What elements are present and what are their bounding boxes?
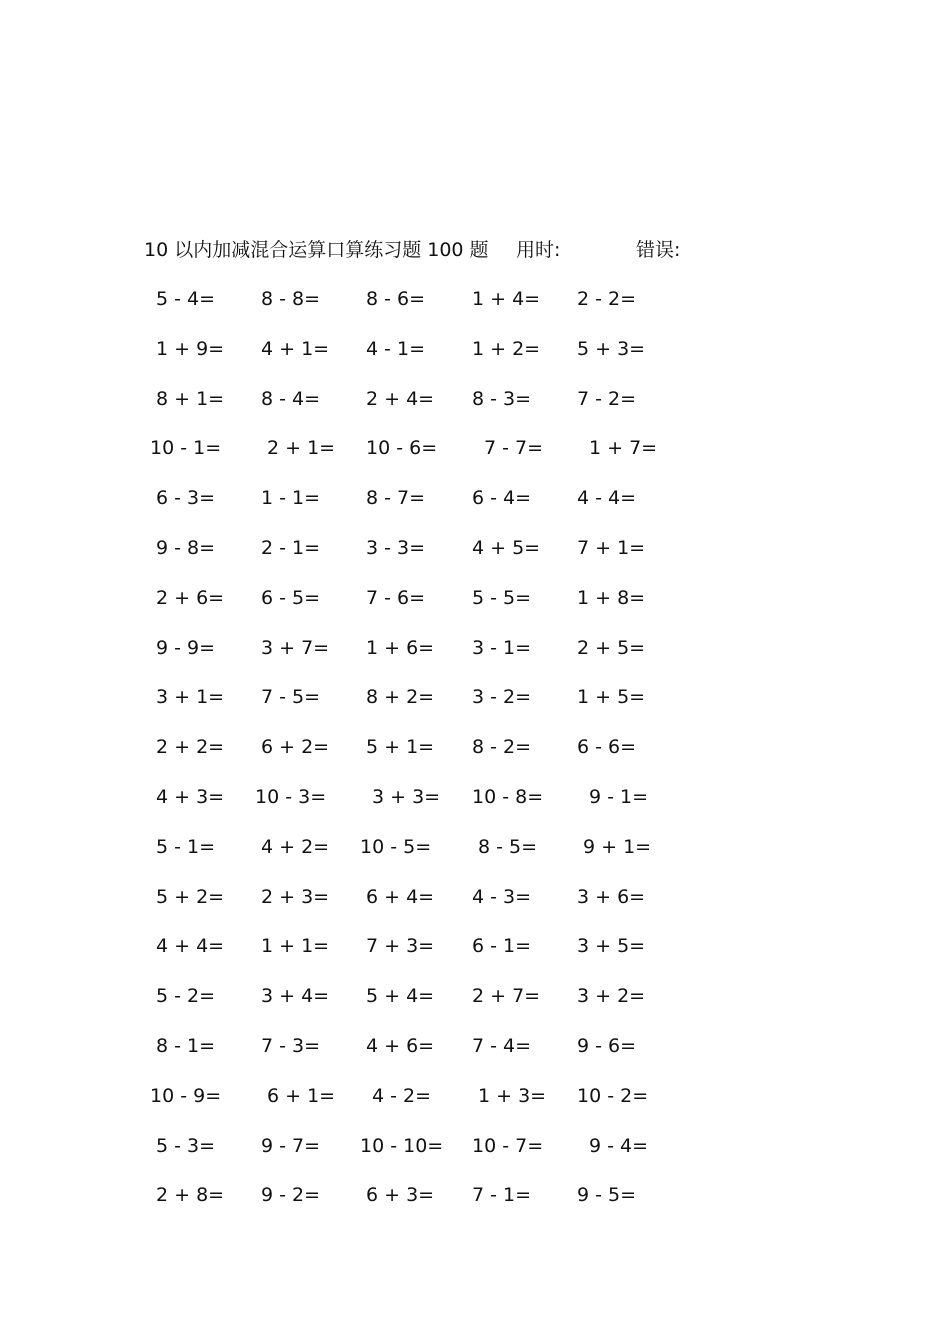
problem-item: 8 - 8= — [261, 288, 321, 310]
problem-item: 10 - 8= — [472, 786, 544, 808]
problem-row — [150, 730, 710, 764]
problem-item: 2 + 6= — [156, 586, 225, 609]
problem-item: 9 + 1= — [583, 835, 652, 858]
problem-item: 6 - 1= — [472, 935, 532, 958]
problem-item: 8 - 2= — [472, 736, 532, 759]
problem-item: 7 + 3= — [366, 935, 435, 958]
problem-row — [150, 880, 710, 914]
problem-item: 2 + 7= — [472, 985, 541, 1008]
problem-row — [150, 830, 710, 864]
problem-item: 5 - 1= — [156, 835, 216, 858]
problem-item: 3 + 7= — [261, 636, 330, 659]
problem-item: 1 - 1= — [261, 487, 321, 510]
problem-item: 3 + 4= — [261, 985, 330, 1008]
problem-item: 8 - 3= — [472, 387, 532, 410]
problem-item: 5 + 1= — [366, 736, 435, 759]
problem-item: 9 - 1= — [589, 786, 649, 808]
problem-item: 10 - 5= — [360, 835, 432, 858]
problem-item: 10 - 3= — [255, 786, 327, 808]
problem-item: 8 - 6= — [366, 288, 426, 310]
problem-item: 7 - 6= — [366, 586, 426, 609]
problem-item: 5 - 3= — [156, 1134, 216, 1157]
problem-item: 3 + 3= — [372, 786, 441, 808]
problem-row — [150, 431, 710, 465]
problem-item: 3 + 6= — [577, 885, 646, 908]
problem-item: 4 + 5= — [472, 537, 541, 559]
problem-item: 4 + 4= — [156, 935, 225, 958]
problem-row — [150, 382, 710, 416]
problem-item: 9 - 8= — [156, 537, 216, 559]
problem-item: 6 - 6= — [577, 736, 637, 759]
problem-item: 3 + 2= — [577, 985, 646, 1008]
problem-item: 8 - 4= — [261, 387, 321, 410]
problem-item: 6 + 2= — [261, 736, 330, 759]
problem-item: 3 + 5= — [577, 935, 646, 958]
problem-item: 7 - 1= — [472, 1184, 532, 1207]
problem-item: 7 + 1= — [577, 537, 646, 559]
problem-item: 9 - 9= — [156, 636, 216, 659]
problem-item: 2 - 1= — [261, 537, 321, 559]
problem-item: 4 - 1= — [366, 337, 426, 360]
problem-item: 4 - 2= — [372, 1084, 432, 1107]
problem-item: 3 + 1= — [156, 686, 225, 709]
problem-item: 5 - 5= — [472, 586, 532, 609]
problem-row — [150, 282, 710, 316]
problem-item: 10 - 6= — [366, 437, 438, 460]
problem-item: 10 - 9= — [150, 1084, 222, 1107]
problem-item: 1 + 5= — [577, 686, 646, 709]
problem-row — [150, 1129, 710, 1163]
problem-item: 2 + 1= — [267, 437, 336, 460]
problem-item: 1 + 6= — [366, 636, 435, 659]
problem-item: 2 - 2= — [577, 288, 637, 310]
problem-item: 6 + 1= — [267, 1084, 336, 1107]
problem-item: 3 - 3= — [366, 537, 426, 559]
problem-item: 8 - 7= — [366, 487, 426, 510]
problem-row — [150, 581, 710, 615]
problem-item: 4 - 3= — [472, 885, 532, 908]
problem-item: 10 - 2= — [577, 1084, 649, 1107]
problem-item: 7 - 3= — [261, 1035, 321, 1057]
problem-item: 5 - 4= — [156, 288, 216, 310]
problem-item: 6 - 4= — [472, 487, 532, 510]
problem-item: 7 - 2= — [577, 387, 637, 410]
worksheet-title: 10 以内加减混合运算口算练习题 100 题 — [144, 239, 489, 261]
problem-item: 10 - 10= — [360, 1134, 444, 1157]
problem-item: 3 - 2= — [472, 686, 532, 709]
problem-item: 2 + 4= — [366, 387, 435, 410]
problem-row — [150, 1079, 710, 1113]
problem-item: 8 - 5= — [478, 835, 538, 858]
problem-item: 9 - 5= — [577, 1184, 637, 1207]
problem-item: 4 + 1= — [261, 337, 330, 360]
problem-item: 4 - 4= — [577, 487, 637, 510]
problem-item: 7 - 7= — [484, 437, 544, 460]
problem-item: 1 + 4= — [472, 288, 541, 310]
problem-row — [150, 979, 710, 1013]
problem-item: 2 + 5= — [577, 636, 646, 659]
problem-item: 1 + 8= — [577, 586, 646, 609]
problem-row — [150, 631, 710, 665]
problem-row — [150, 332, 710, 366]
problem-row — [150, 680, 710, 714]
problem-row — [150, 1178, 710, 1212]
problem-item: 5 + 3= — [577, 337, 646, 360]
problem-item: 1 + 1= — [261, 935, 330, 958]
problem-item: 6 - 3= — [156, 487, 216, 510]
problem-item: 10 - 7= — [472, 1134, 544, 1157]
problem-item: 2 + 8= — [156, 1184, 225, 1207]
problem-item: 9 - 7= — [261, 1134, 321, 1157]
problem-item: 5 + 4= — [366, 985, 435, 1008]
problem-row — [150, 1029, 710, 1063]
problem-item: 2 + 2= — [156, 736, 225, 759]
problem-item: 9 - 6= — [577, 1035, 637, 1057]
problem-item: 1 + 7= — [589, 437, 658, 460]
problem-item: 4 + 3= — [156, 786, 225, 808]
problem-item: 8 + 1= — [156, 387, 225, 410]
problem-item: 7 - 4= — [472, 1035, 532, 1057]
problem-item: 6 + 4= — [366, 885, 435, 908]
errors-label: 错误: — [636, 239, 681, 261]
problem-row — [150, 531, 710, 565]
problem-item: 3 - 1= — [472, 636, 532, 659]
problem-item: 4 + 6= — [366, 1035, 435, 1057]
problem-item: 7 - 5= — [261, 686, 321, 709]
problem-item: 8 - 1= — [156, 1035, 216, 1057]
problem-item: 1 + 2= — [472, 337, 541, 360]
problem-item: 2 + 3= — [261, 885, 330, 908]
problem-item: 5 - 2= — [156, 985, 216, 1008]
problem-row — [150, 481, 710, 515]
problem-row — [150, 780, 710, 814]
problem-item: 9 - 2= — [261, 1184, 321, 1207]
problem-item: 10 - 1= — [150, 437, 222, 460]
problem-item: 6 + 3= — [366, 1184, 435, 1207]
problem-item: 4 + 2= — [261, 835, 330, 858]
problem-row — [150, 929, 710, 963]
problem-item: 9 - 4= — [589, 1134, 649, 1157]
problem-item: 5 + 2= — [156, 885, 225, 908]
time-label: 用时: — [516, 239, 561, 261]
problem-item: 1 + 3= — [478, 1084, 547, 1107]
problem-item: 8 + 2= — [366, 686, 435, 709]
problem-item: 1 + 9= — [156, 337, 225, 360]
problem-item: 6 - 5= — [261, 586, 321, 609]
